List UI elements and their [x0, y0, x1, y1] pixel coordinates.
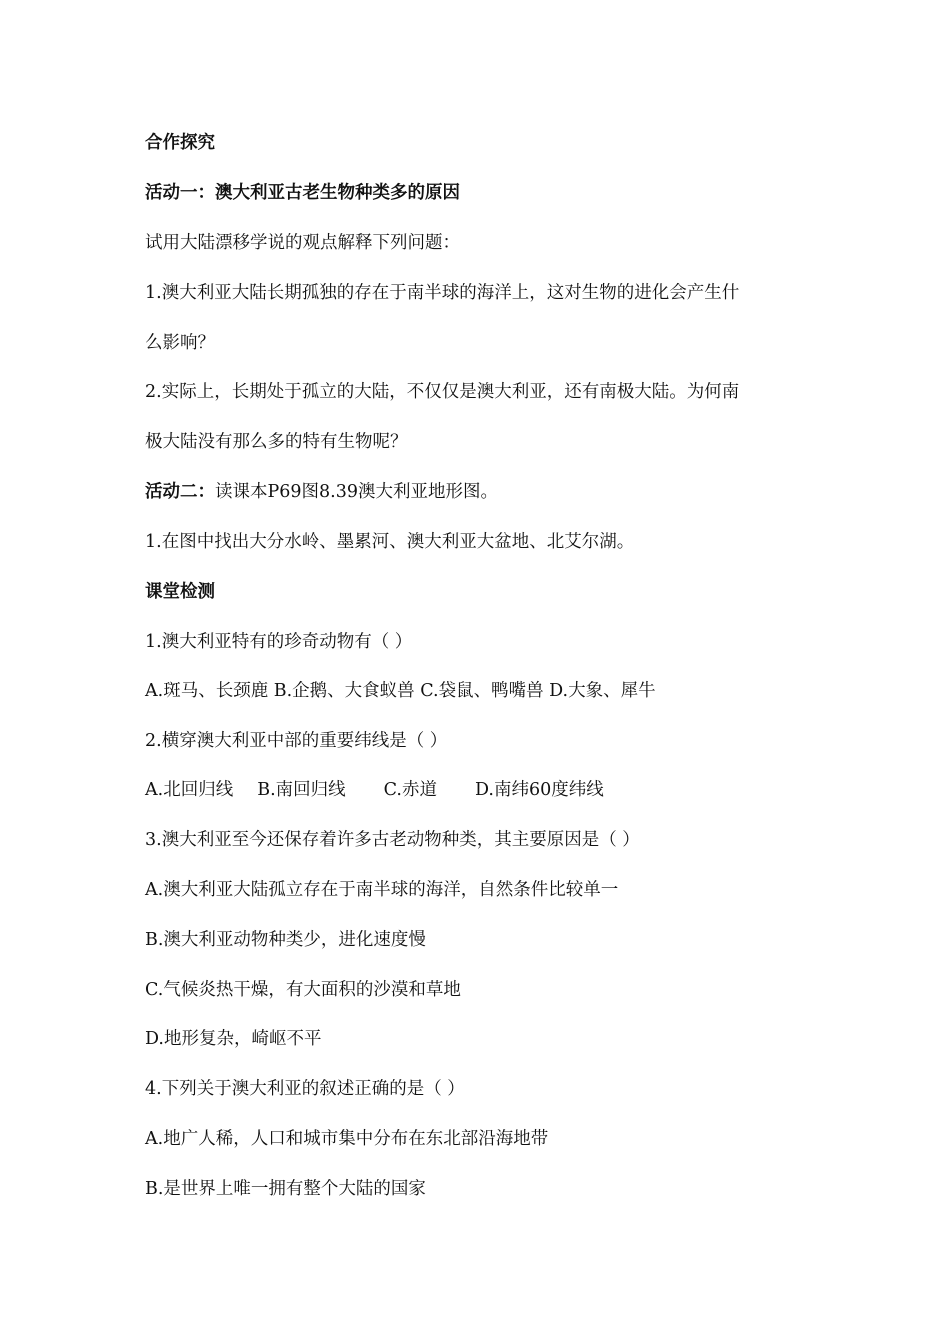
test-q3-stem: 3.澳大利亚至今还保存着许多古老动物种类，其主要原因是（ ） [145, 830, 640, 850]
question1-line2: 么影响？ [145, 333, 215, 353]
activity1-heading: 活动一：澳大利亚古老生物种类多的原因 [145, 183, 460, 203]
activity2-line [145, 480, 815, 504]
instruction-text: 试用大陆漂移学说的观点解释下列问题： [145, 233, 460, 253]
test-q2-stem: 2.横穿澳大利亚中部的重要纬线是（ ） [145, 731, 448, 751]
test-q2-option-b: B.南回归线 [257, 780, 346, 800]
test-q3-option-d: D.地形复杂，崎岖不平 [145, 1029, 322, 1049]
test-q2-option-c: C.赤道 [383, 780, 437, 800]
test-q2-options [145, 778, 815, 802]
activity2-text: 读课本P69图8.39澳大利亚地形图。 [215, 482, 499, 502]
test-q4-option-b: B.是世界上唯一拥有整个大陆的国家 [145, 1179, 426, 1199]
question1-line1: 1.澳大利亚大陆长期孤独的存在于南半球的海洋上，这对生物的进化会产生什 [145, 283, 740, 303]
question2-line1: 2.实际上，长期处于孤立的大陆，不仅仅是澳大利亚，还有南极大陆。为何南 [145, 382, 740, 402]
activity2-task: 1.在图中找出大分水岭、墨累河、澳大利亚大盆地、北艾尔湖。 [145, 532, 635, 552]
test-q3-option-a: A.澳大利亚大陆孤立存在于南半球的海洋，自然条件比较单一 [145, 880, 619, 900]
test-q3-option-b: B.澳大利亚动物种类少，进化速度慢 [145, 930, 426, 950]
question2-line2: 极大陆没有那么多的特有生物呢？ [145, 432, 408, 452]
test-q4-option-a: A.地广人稀，人口和城市集中分布在东北部沿海地带 [145, 1129, 549, 1149]
activity2-label: 活动二： [145, 482, 215, 502]
classroom-test-heading: 课堂检测 [145, 582, 215, 602]
section-heading-cooperative: 合作探究 [145, 133, 215, 153]
test-q3-option-c: C.气候炎热干燥，有大面积的沙漠和草地 [145, 980, 461, 1000]
test-q1-options: A.斑马、长颈鹿 B.企鹅、大食蚁兽 C.袋鼠、鸭嘴兽 D.大象、犀牛 [145, 681, 656, 701]
test-q2-option-d: D.南纬60度纬线 [474, 780, 604, 800]
test-q4-stem: 4.下列关于澳大利亚的叙述正确的是（ ） [145, 1079, 465, 1099]
test-q1-stem: 1.澳大利亚特有的珍奇动物有（ ） [145, 632, 413, 652]
test-q2-option-a: A.北回归线 [145, 780, 234, 800]
